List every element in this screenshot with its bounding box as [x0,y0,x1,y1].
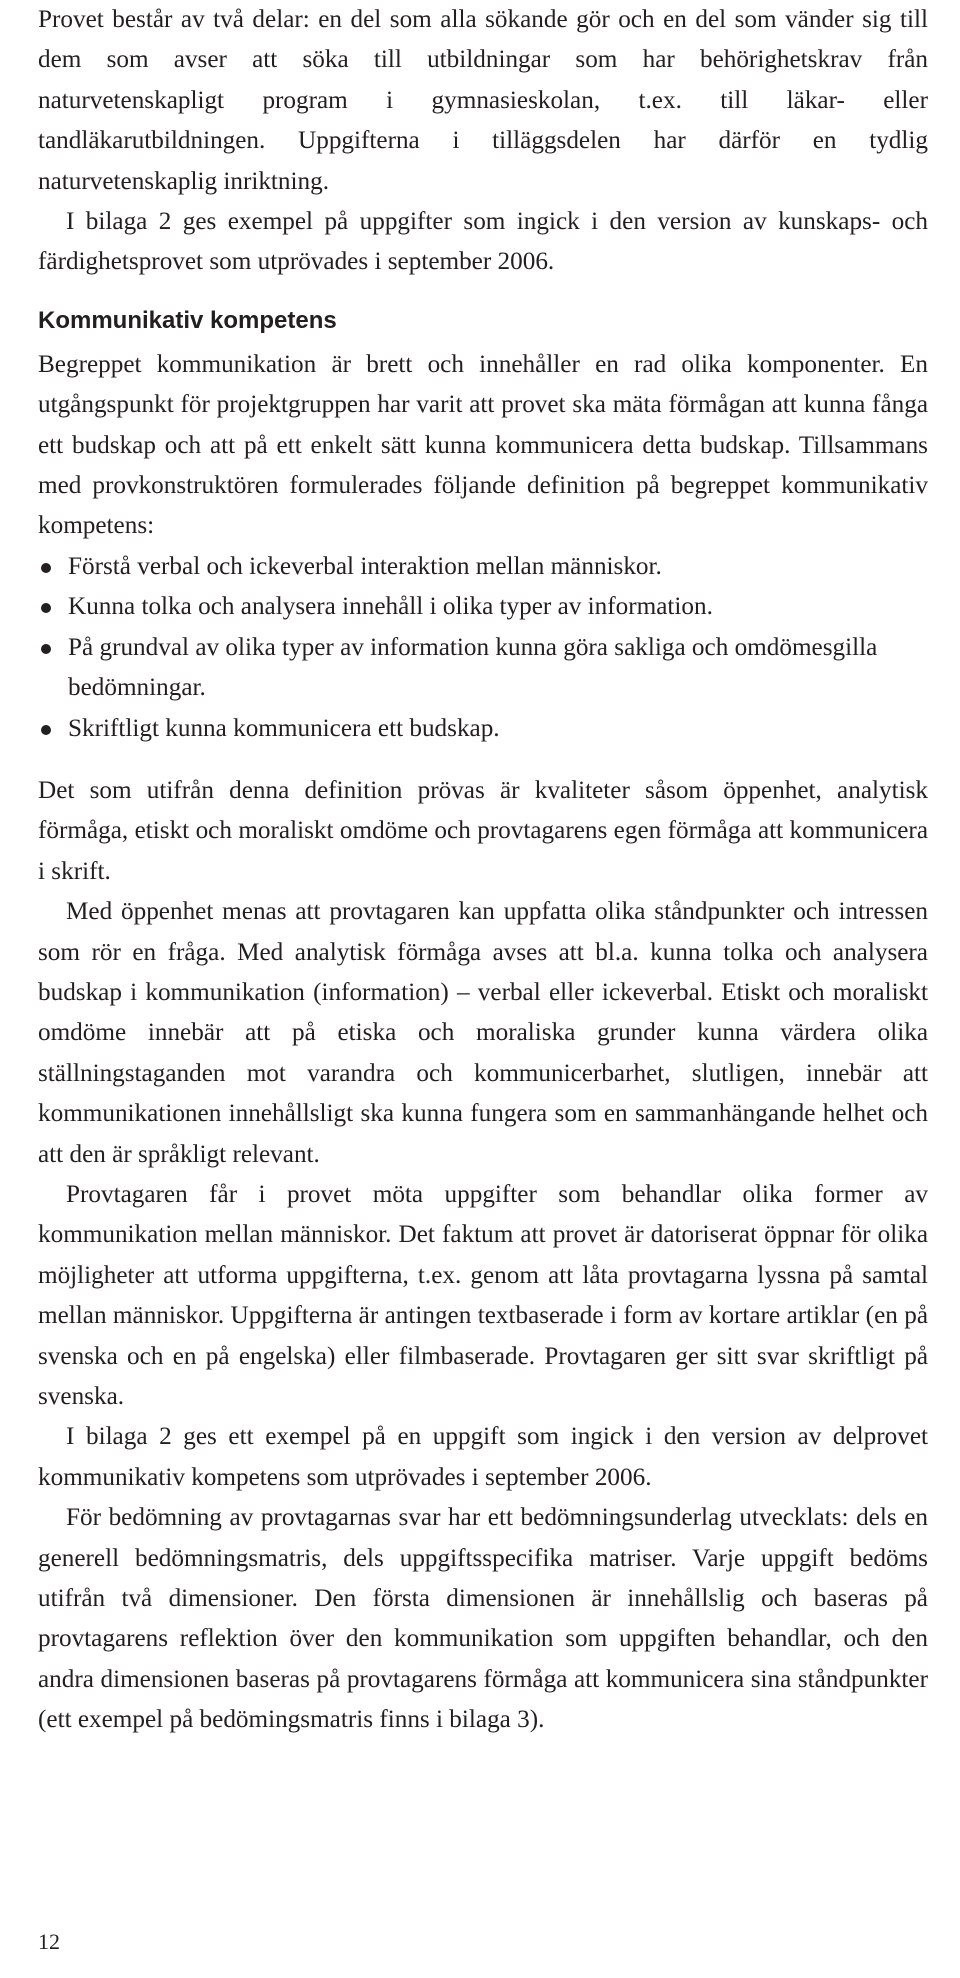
section-paragraph-3: Med öppenhet menas att provtagaren kan uppfatta olika ståndpunkter och intressen som rör en fråga. Med analytisk förmåga avses att bl.a. kunna tolka och analysera budskap i kommunikation (information) – verbal eller ickeverbal. Etiskt och moraliskt omdöme innebär att på etiska och moraliska grunder kunna värdera olika ställningstaganden mot varandra och kommunicerbarhet, slutligen, innebär att kommunikationen innehållsligt ska kunna fungera som en sammanhängande helhet och att den är språkligt relevant. [38,898,928,1168]
list-item-text: På grundval av olika typer av information kunna göra sakliga och omdömesgilla bedömningar. [68,633,878,702]
section-heading: Kommunikativ kompetens [38,306,337,334]
section-paragraph-4: Provtagaren får i provet möta uppgifter som behandlar olika former av kommunikation mellan människor. Det faktum att provet är datoriserat öppnar för olika möjligheter att utforma uppgifterna, t.ex. genom att låta provtagarna lyssna på samtal mellan människor. Uppgifterna är antingen textbaserade i form av kortare artiklar (en på svenska och en på engelska) eller filmbaserade. Provtagaren ger sitt svar skriftligt på svenska. [38,1180,928,1410]
section-paragraph-2: Det som utifrån denna definition prövas är kvaliteter såsom öppenhet, analytisk förmåga, etiskt och moraliskt omdöme och provtagarens egen förmåga att kommunicera i skrift. [38,776,928,885]
list-item [38,709,928,749]
bullet-icon [41,563,51,573]
list-item-text: Kunna tolka och analysera innehåll i olika typer av information. [68,593,713,621]
spacer [38,749,928,771]
section-paragraph-6: För bedömning av provtagarnas svar har ett bedömningsunderlag utvecklats: dels en generell bedömningsmatris, dels uppgiftsspecifika matriser. Varje uppgift bedöms utifrån två dimensioner. Den första dimensionen är innehållslig och baseras på provtagarens reflektion över den kommunikation som uppgiften behandlar, och den andra dimensionen baseras på provtagarens förmåga att kommunicera sina ståndpunkter (ett exempel på bedömingsmatris finns i bilaga 3). [38,1504,928,1734]
document-page [38,0,928,1954]
definition-list [38,547,928,749]
list-item-text: Skriftligt kunna kommunicera ett budskap. [68,714,500,742]
bullet-icon [41,603,51,613]
intro-paragraph-1: Provet består av två delar: en del som alla sökande gör och en del som vänder sig till dem som avser att söka till utbildningar som har behörighetskrav från naturvetenskapligt program i gymnasieskolan, t.ex. till läkar- eller tandläkarutbildningen. Uppgifterna i tilläggsdelen har därför en tydlig naturvetenskaplig inriktning. [38,6,928,195]
list-item [38,587,928,627]
section-paragraph-1: Begreppet kommunikation är brett och innehåller en rad olika komponenter. En utgångspunkt för projektgruppen har varit att provet ska mäta förmågan att kunna fånga ett budskap och att på ett enkelt sätt kunna kommunicera detta budskap. Tillsammans med provkonstruktören formulerades följande definition på begreppet kommunikativ kompetens: [38,350,928,540]
list-item [38,628,928,709]
list-item [38,547,928,587]
bullet-icon [41,644,51,654]
list-item-text: Förstå verbal och ickeverbal interaktion mellan människor. [68,552,662,580]
bullet-icon [41,725,51,735]
page-number: 12 [38,1929,60,1954]
section-paragraph-5: I bilaga 2 ges ett exempel på en uppgift som ingick i den version av delprovet kommunikativ kompetens som utprövades i september 2006. [38,1423,928,1491]
intro-paragraph-2: I bilaga 2 ges exempel på uppgifter som ingick i den version av kunskaps- och färdighetsprovet som utprövades i september 2006. [38,208,928,276]
